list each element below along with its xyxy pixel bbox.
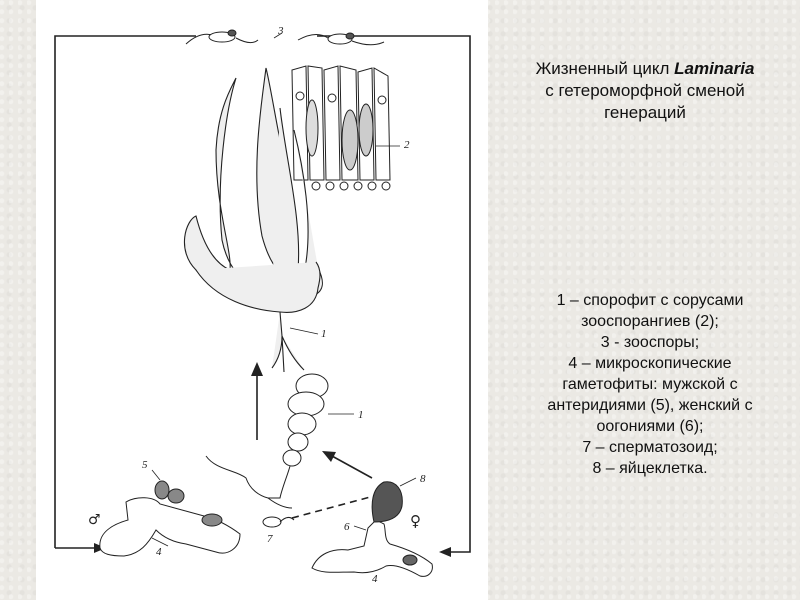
zoospores <box>186 30 384 45</box>
life-cycle-diagram <box>36 0 488 600</box>
label-6: 6 <box>344 521 350 533</box>
fertilization-line <box>292 496 374 518</box>
legend-line: оогониями (6); <box>596 418 704 435</box>
legend-line: 4 – микроскопические <box>568 355 732 372</box>
legend-line: зооспорангиев (2); <box>581 313 719 330</box>
arrow-diagonal <box>332 456 372 478</box>
label-5: 5 <box>142 459 148 471</box>
label-2: 2 <box>404 139 410 151</box>
slide-title <box>490 58 800 124</box>
zoosporangia-section <box>292 66 390 190</box>
male-symbol: ♂ <box>88 512 101 528</box>
label-8: 8 <box>420 473 426 485</box>
label-3: 3 <box>278 25 284 37</box>
figure-legend <box>505 290 795 479</box>
label-1-young: 1 <box>358 409 364 421</box>
spermatozoid <box>263 517 294 527</box>
title-prefix: Жизненный цикл <box>535 59 670 78</box>
legend-line: 8 – яйцеклетка. <box>592 460 708 477</box>
female-symbol: ♀ <box>410 512 421 530</box>
title-line-1 <box>490 58 800 80</box>
sporophyte-young <box>206 374 328 508</box>
label-4-female: 4 <box>372 573 378 585</box>
label-1-adult: 1 <box>321 328 327 340</box>
label-4-male: 4 <box>156 546 162 558</box>
label-7: 7 <box>267 533 273 545</box>
legend-line: 7 – сперматозоид; <box>582 439 718 456</box>
title-line-3: генераций <box>604 103 686 122</box>
title-line-2: с гетероморфной сменой <box>545 81 745 100</box>
life-cycle-figure <box>36 0 488 600</box>
legend-line: 1 – спорофит с сорусами <box>556 292 744 309</box>
arrow-right-bottom <box>439 547 451 557</box>
legend-line: 3 - зооспоры; <box>600 334 700 351</box>
title-genus: Laminaria <box>674 59 755 78</box>
gametophyte-male <box>100 498 240 556</box>
legend-line: антеридиями (5), женский с <box>547 397 753 414</box>
arrow-up-head <box>251 362 263 376</box>
legend-line: гаметофиты: мужской с <box>562 376 738 393</box>
